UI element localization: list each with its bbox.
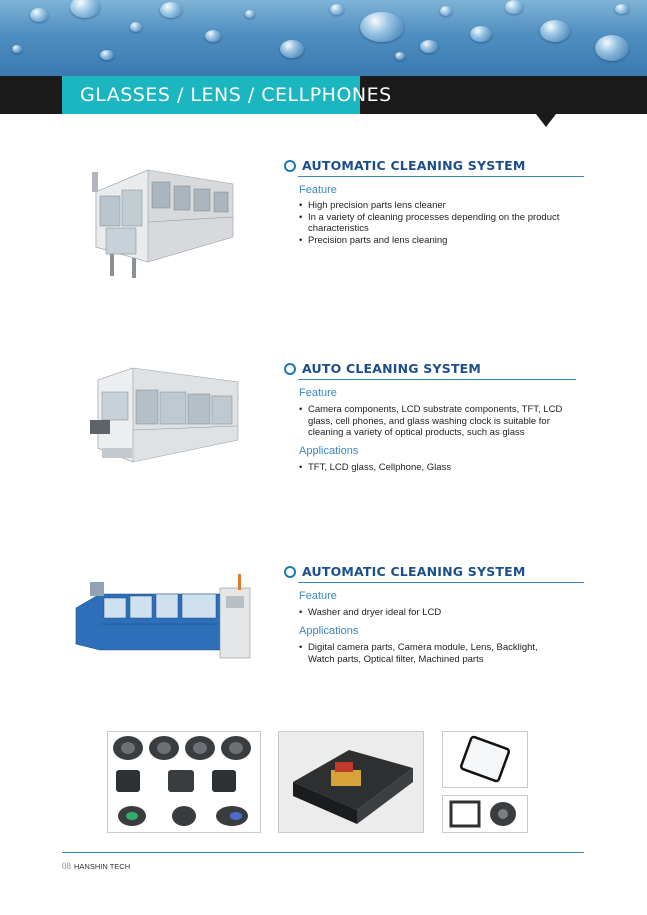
section-2-title: AUTO CLEANING SYSTEM — [302, 361, 482, 376]
section-3-applications-label: Applications — [299, 625, 359, 637]
section-2-rule — [298, 379, 576, 380]
section-1-feature-list — [299, 200, 574, 246]
list-item: • Washer and dryer ideal for LCD — [299, 607, 567, 619]
section-2-applications-list — [299, 462, 567, 474]
section-1-heading — [284, 158, 526, 173]
section-3-feature-label: Feature — [299, 590, 337, 602]
list-item: • High precision parts lens cleaner — [299, 200, 574, 212]
section-3-title: AUTOMATIC CLEANING SYSTEM — [302, 564, 526, 579]
list-item: • Camera components, LCD substrate components, TFT, LCD glass, cell phones, and glass washing clock is suitable for cleaning a variety of optical products, such as glass — [299, 404, 567, 439]
glass-panel-image — [442, 731, 528, 788]
section-2-heading — [284, 361, 481, 376]
section-3-applications-list — [299, 642, 561, 665]
page-number: 08 — [62, 861, 71, 871]
lens-parts-image — [107, 731, 261, 833]
ring-bullet-icon — [284, 566, 296, 578]
water-drops-banner — [0, 0, 647, 76]
title-pointer-arrow — [536, 114, 556, 127]
section-3-feature-list — [299, 607, 567, 619]
section-1-feature-label: Feature — [299, 184, 337, 196]
section-2-feature-list — [299, 404, 567, 439]
machine-image-1 — [88, 162, 238, 282]
section-2-feature-label: Feature — [299, 387, 337, 399]
list-item: • Precision parts and lens cleaning — [299, 235, 574, 247]
machine-image-3 — [70, 572, 255, 662]
list-item: • In a variety of cleaning processes depending on the product characteristics — [299, 212, 574, 235]
section-2-applications-label: Applications — [299, 445, 359, 457]
company-name: HANSHIN TECH — [74, 862, 131, 871]
section-1-rule — [298, 176, 584, 177]
machined-part-image — [278, 731, 424, 833]
list-item: • Digital camera parts, Camera module, Lens, Backlight, Watch parts, Optical filter, Machined parts — [299, 642, 561, 665]
section-1-title: AUTOMATIC CLEANING SYSTEM — [302, 158, 526, 173]
ring-bullet-icon — [284, 160, 296, 172]
machine-image-2 — [88, 362, 243, 472]
footer — [62, 861, 130, 871]
list-item: • TFT, LCD glass, Cellphone, Glass — [299, 462, 567, 474]
section-3-rule — [298, 582, 584, 583]
footer-rule — [62, 852, 584, 853]
ring-bullet-icon — [284, 363, 296, 375]
frame-parts-image — [442, 795, 528, 833]
page-title: GLASSES / LENS / CELLPHONES — [80, 84, 392, 106]
section-3-heading — [284, 564, 526, 579]
